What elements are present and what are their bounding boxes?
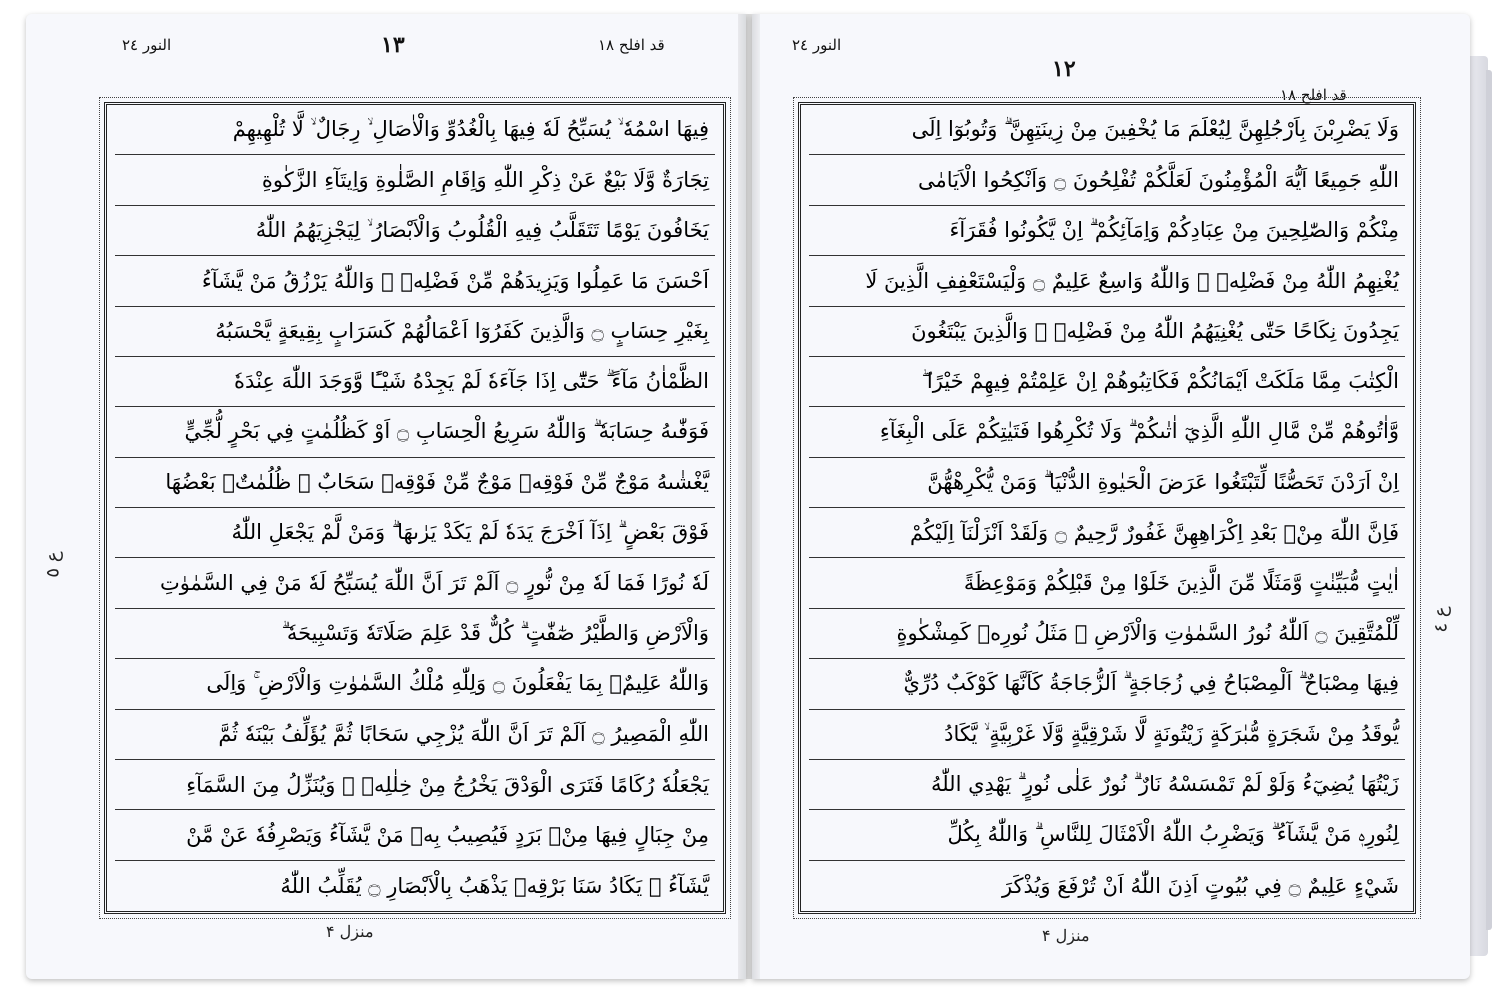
right-text-lines — [801, 105, 1413, 911]
right-page-number: ١٢ — [1052, 56, 1076, 82]
text-line: بِغَيْرِ حِسَابٍ ۝ وَالَّذِينَ كَفَرُوٓا اَعْمَالُهُمْ كَسَرَابٍ بِقِيعَةٍ يَّحْسَبُهُ — [115, 307, 715, 357]
text-line: اللّٰهِ الْمَصِيرُ ۝ اَلَمْ تَرَ اَنَّ اللّٰهَ يُزْجِي سَحَابًا ثُمَّ يُؤَلِّفُ بَيْنَهٗ ثُمَّ — [115, 710, 715, 760]
text-line: تِجَارَةٌ وَّلَا بَيْعٌ عَنْ ذِكْرِ اللّٰهِ وَاِقَامِ الصَّلٰوةِ وَاِيتَآءِ الزَّكٰوةِ — [115, 155, 715, 205]
text-line: وَاللّٰهُ عَلِيمٌۢ بِمَا يَفْعَلُونَ ۝ وَلِلّٰهِ مُلْكُ السَّمٰوٰتِ وَالْاَرْضِ ۚ وَاِلَى — [115, 659, 715, 709]
text-line: يَخَافُونَ يَوْمًا تَتَقَلَّبُ فِيهِ الْقُلُوبُ وَالْاَبْصَارُ ۙ لِيَجْزِيَهُمُ اللّٰهُ — [115, 206, 715, 256]
right-manzil-footer: منزل ۴ — [1042, 926, 1090, 945]
text-line: مِنْكُمْ وَالصّٰلِحِينَ مِنْ عِبَادِكُمْ وَاِمَآئِكُمْ ۗ اِنْ يَّكُونُوا فُقَرَآءَ — [809, 206, 1405, 256]
text-line: زَيْتُهَا يُضِيٓءُ وَلَوْ لَمْ تَمْسَسْهُ نَارٌ ۗ نُورٌ عَلٰى نُورٍ ۗ يَهْدِي اللّٰهُ — [809, 760, 1405, 810]
text-line: فَوَفّٰىهُ حِسَابَهٗ ۗ وَاللّٰهُ سَرِيعُ الْحِسَابِ ۝ اَوْ كَظُلُمٰتٍ فِي بَحْرٍ لُّجِّيٍّ — [115, 407, 715, 457]
text-line: فِيهَا مِصْبَاحٌ ۗ اَلْمِصْبَاحُ فِي زُجَاجَةٍ ۗ اَلزُّجَاجَةُ كَاَنَّهَا كَوْكَبٌ دُرِّيٌّ — [809, 659, 1405, 709]
page-stack-edge-inner — [1486, 70, 1492, 930]
text-line: لَهٗ نُورًا فَمَا لَهٗ مِنْ نُّورٍ ۝ اَلَمْ تَرَ اَنَّ اللّٰهَ يُسَبِّحُ لَهٗ مَنْ فِي السَّمٰوٰتِ — [115, 558, 715, 608]
text-line: اِنْ اَرَدْنَ تَحَصُّنًا لِّتَبْتَغُوا عَرَضَ الْحَيٰوةِ الدُّنْيَا ۗ وَمَنْ يُّكْرِهْهُّنَّ — [809, 458, 1405, 508]
text-line: لِّلْمُتَّقِينَ ۝ اَللّٰهُ نُورُ السَّمٰوٰتِ وَالْاَرْضِ ۗ مَثَلُ نُورِهٖ كَمِشْكٰوةٍ — [809, 609, 1405, 659]
left-page-number: ١٣ — [381, 32, 405, 58]
text-line: يُغْنِهِمُ اللّٰهُ مِنْ فَضْلِهٖ ۗ وَاللّٰهُ وَاسِعٌ عَلِيمٌ ۝ وَلْيَسْتَعْفِفِ الَّذِينَ لَا — [809, 256, 1405, 306]
text-line: فَوْقَ بَعْضٍ ۗ اِذَآ اَخْرَجَ يَدَهٗ لَمْ يَكَدْ يَرٰىهَا ۗ وَمَنْ لَّمْ يَجْعَلِ اللّٰهُ — [115, 508, 715, 558]
left-text-lines — [107, 105, 723, 911]
text-line: لِنُورِهٖ مَنْ يَّشَآءُ ۗ وَيَضْرِبُ اللّٰهُ الْاَمْثَالَ لِلنَّاسِ ۗ وَاللّٰهُ بِكُلِّ — [809, 810, 1405, 860]
text-line: وَّاٰتُوهُمْ مِّنْ مَّالِ اللّٰهِ الَّذِيٓ اٰتٰىكُمْ ۗ وَلَا تُكْرِهُوا فَتَيٰتِكُمْ عَلَى الْبِغَآءِ — [809, 407, 1405, 457]
right-page — [752, 14, 1470, 979]
left-surah-header: النور ٢٤ — [122, 36, 172, 54]
left-text-frame — [104, 102, 726, 914]
text-line: الظَّمْاٰنُ مَآءً ۗ حَتّٰٓى اِذَا جَآءَهٗ لَمْ يَجِدْهُ شَيْـًٔا وَّوَجَدَ اللّٰهَ عِنْدَهٗ — [115, 357, 715, 407]
right-surah-header: النور ٢٤ — [792, 36, 842, 54]
right-juz-header: قد افلح ١٨ — [1280, 86, 1347, 104]
right-text-frame — [798, 102, 1416, 914]
text-line: اللّٰهِ جَمِيعًا اَيُّهَ الْمُؤْمِنُونَ لَعَلَّكُمْ تُفْلِحُونَ ۝ وَاَنْكِحُوا الْاَيَامٰى — [809, 155, 1405, 205]
left-manzil-footer: منزل ۴ — [326, 922, 374, 941]
text-line: اَحْسَنَ مَا عَمِلُوا وَيَزِيدَهُمْ مِّنْ فَضْلِهٖ ۗ وَاللّٰهُ يَرْزُقُ مَنْ يَّشَآءُ — [115, 256, 715, 306]
text-line: الْكِتٰبَ مِمَّا مَلَكَتْ اَيْمَانُكُمْ فَكَاتِبُوهُمْ اِنْ عَلِمْتُمْ فِيهِمْ خَيْرًا ۖ — [809, 357, 1405, 407]
text-line: يُّوقَدُ مِنْ شَجَرَةٍ مُّبٰرَكَةٍ زَيْتُونَةٍ لَّا شَرْقِيَّةٍ وَّلَا غَرْبِيَّةٍ ۙ يَّكَادُ — [809, 710, 1405, 760]
text-line: يَّغْشٰىهُ مَوْجٌ مِّنْ فَوْقِهٖ مَوْجٌ مِّنْ فَوْقِهٖ سَحَابٌ ۗ ظُلُمٰتٌۢ بَعْضُهَا — [115, 458, 715, 508]
left-page — [26, 14, 746, 979]
book-spine — [738, 14, 760, 979]
text-line: اٰيٰتٍ مُّبَيِّنٰتٍ وَّمَثَلًا مِّنَ الَّذِينَ خَلَوْا مِنْ قَبْلِكُمْ وَمَوْعِظَةً — [809, 558, 1405, 608]
left-juz-header: قد افلح ١٨ — [598, 36, 665, 54]
text-line: يَجِدُونَ نِكَاحًا حَتّٰى يُغْنِيَهُمُ اللّٰهُ مِنْ فَضْلِهٖ ۗ وَالَّذِينَ يَبْتَغُونَ — [809, 307, 1405, 357]
text-line: شَيْءٍ عَلِيمٌ ۝ فِي بُيُوتٍ اَذِنَ اللّٰهُ اَنْ تُرْفَعَ وَيُذْكَرَ — [1001, 873, 1399, 898]
right-ruku-marker: ع ٤ — [1430, 606, 1452, 633]
text-line: فِيهَا اسْمُهٗ ۙ يُسَبِّحُ لَهٗ فِيهَا بِالْغُدُوِّ وَالْاٰصَالِ ۙ رِجَالٌ ۙ لَّا تُلْهِيهِمْ — [115, 105, 715, 155]
text-line: فَاِنَّ اللّٰهَ مِنْۢ بَعْدِ اِكْرَاهِهِنَّ غَفُورٌ رَّحِيمٌ ۝ وَلَقَدْ اَنْزَلْنَآ اِلَيْكُمْ — [809, 508, 1405, 558]
text-line: وَلَا يَضْرِبْنَ بِاَرْجُلِهِنَّ لِيُعْلَمَ مَا يُخْفِينَ مِنْ زِينَتِهِنَّ ۗ وَتُوبُوٓا اِلَى — [809, 105, 1405, 155]
text-line: وَالْاَرْضِ وَالطَّيْرُ صٰٓفّٰتٍ ۗ كُلٌّ قَدْ عَلِمَ صَلَاتَهٗ وَتَسْبِيحَهٗ ۗ — [115, 609, 715, 659]
text-line: يَّشَآءُ ۗ يَكَادُ سَنَا بَرْقِهٖ يَذْهَبُ بِالْاَبْصَارِ ۝ يُقَلِّبُ اللّٰهُ — [280, 873, 709, 898]
left-ruku-marker: ع ٥ — [42, 551, 64, 578]
text-line: مِنْ جِبَالٍ فِيهَا مِنْۢ بَرَدٍ فَيُصِيبُ بِهٖ مَنْ يَّشَآءُ وَيَصْرِفُهٗ عَنْ مَّنْ — [115, 810, 715, 860]
text-line: يَجْعَلُهٗ رُكَامًا فَتَرَى الْوَدْقَ يَخْرُجُ مِنْ خِلٰلِهٖ ۚ وَيُنَزِّلُ مِنَ السَّمَآءِ — [115, 760, 715, 810]
